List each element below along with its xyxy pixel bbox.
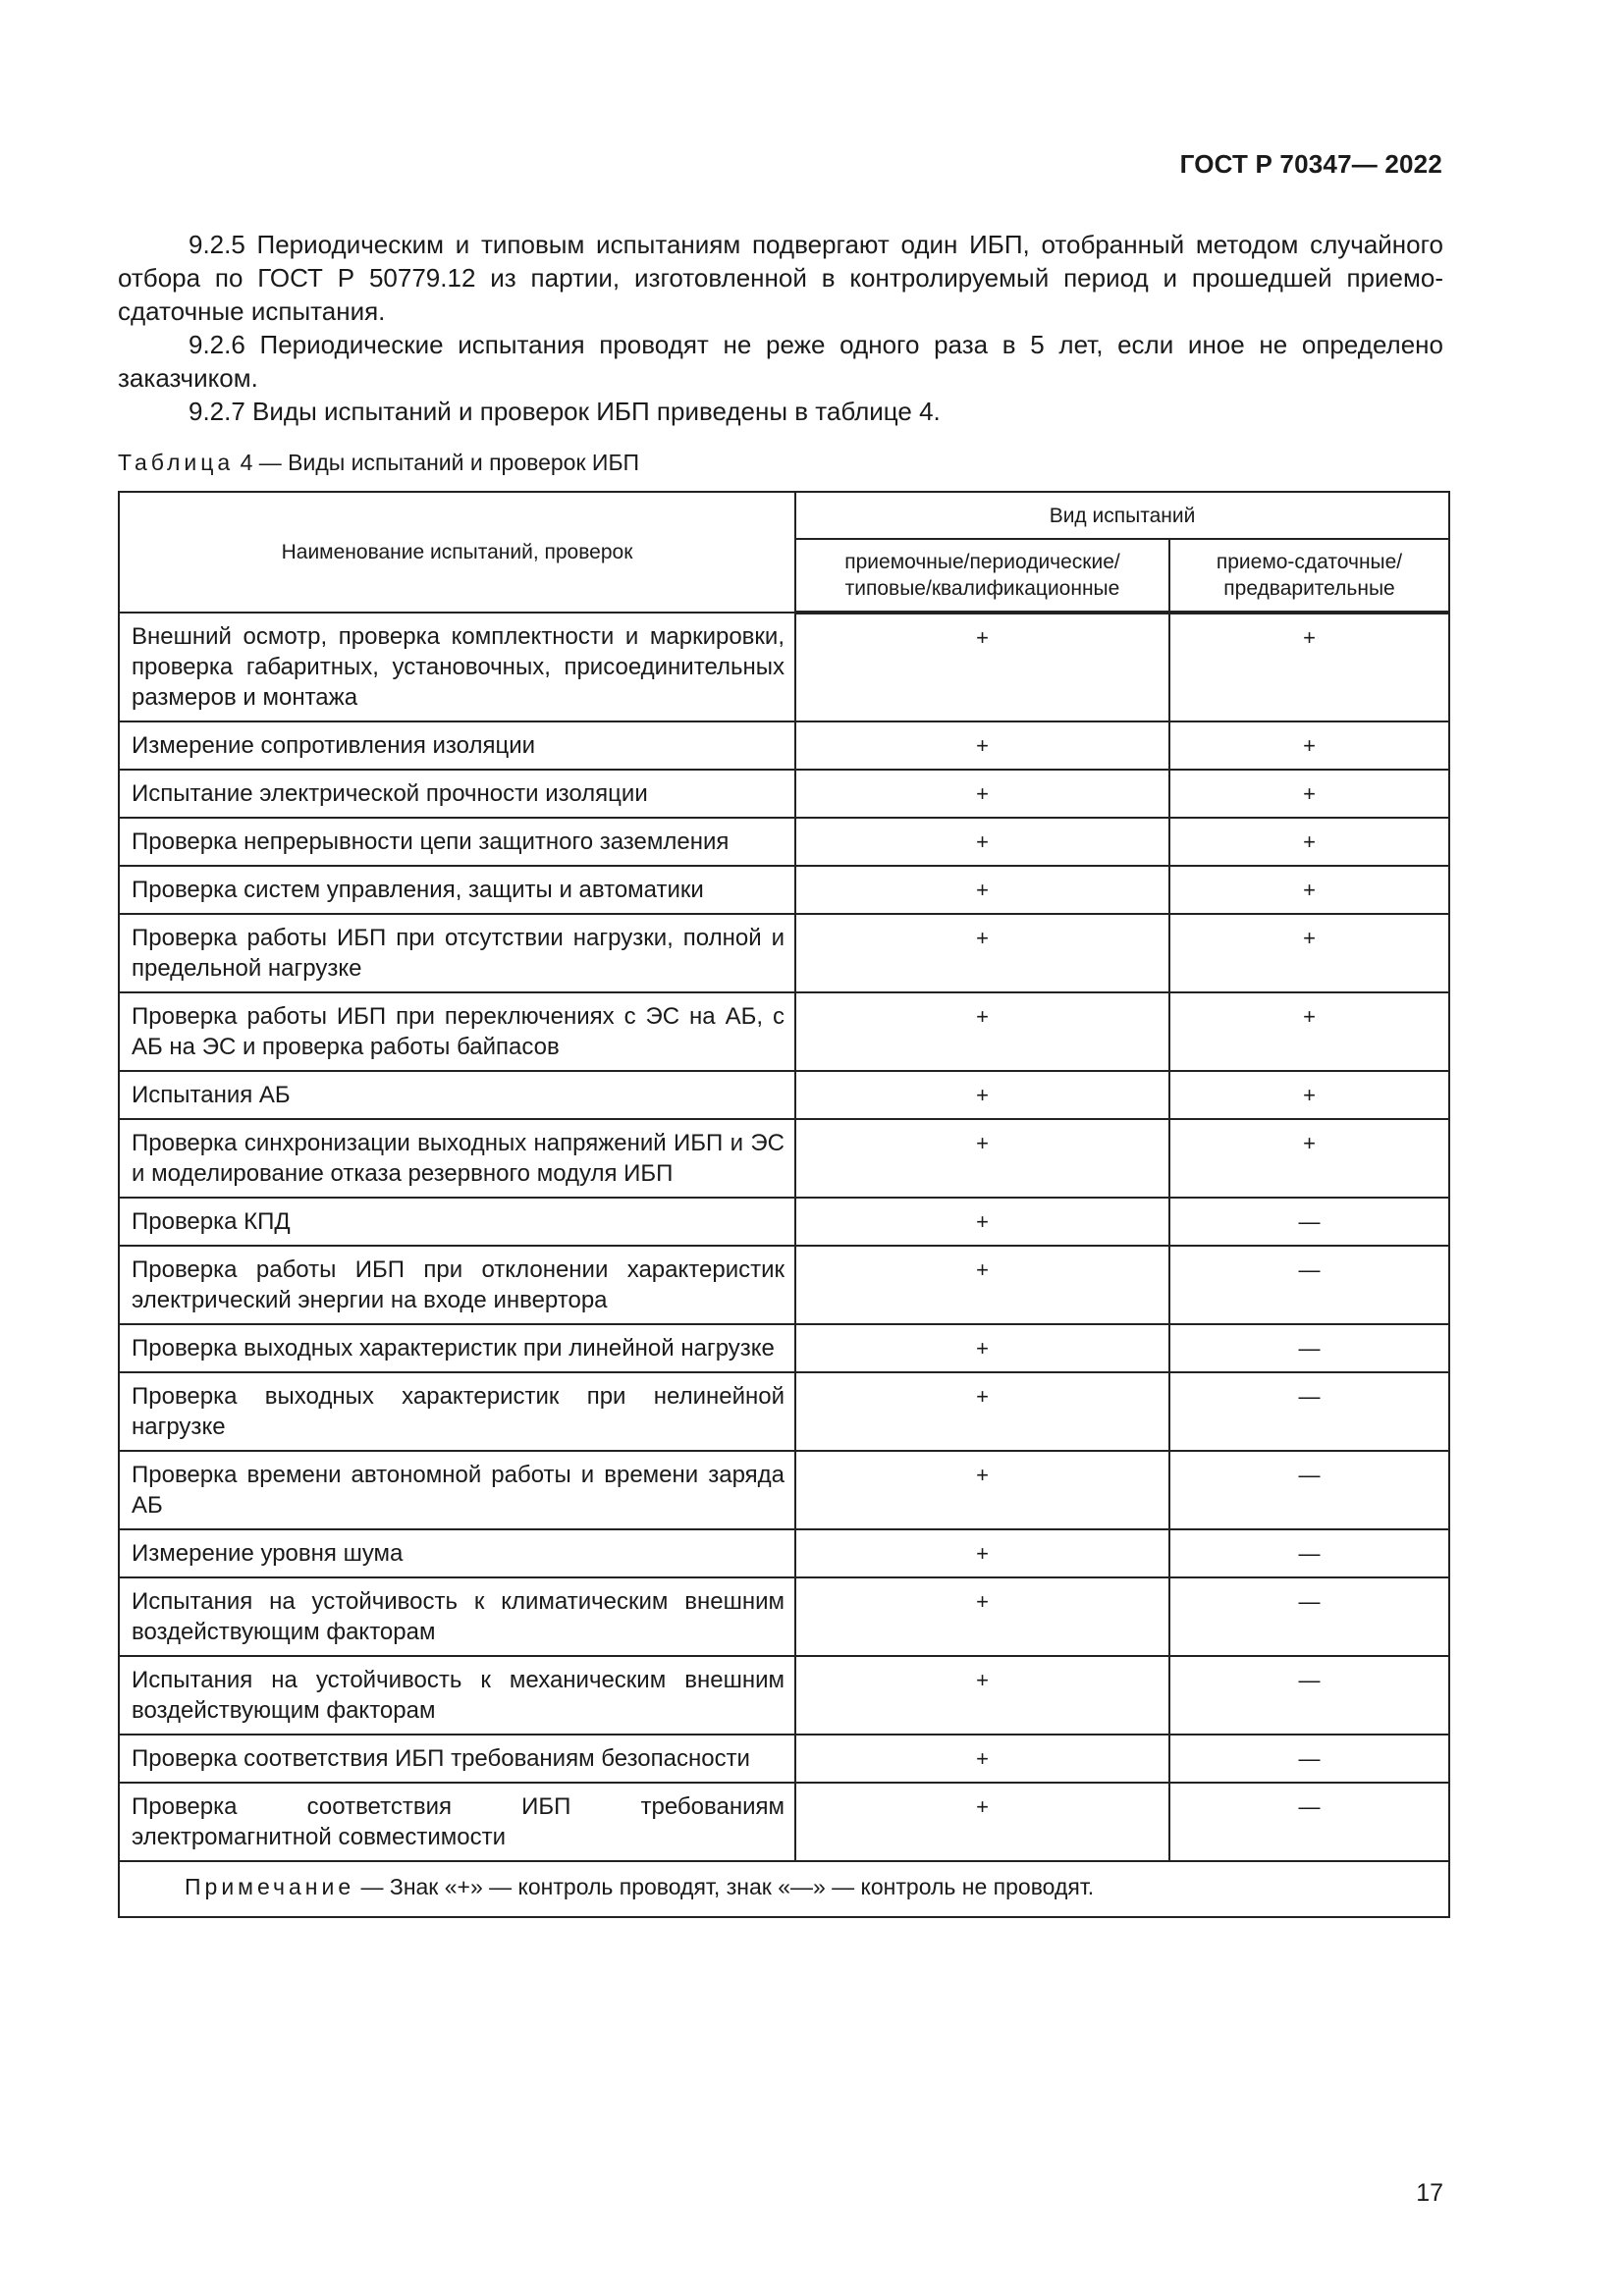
table-body <box>119 613 1449 1861</box>
test-name-cell: Испытания АБ <box>119 1071 795 1119</box>
paragraph-9-2-7 <box>118 395 1443 428</box>
table-note <box>119 1861 1449 1917</box>
paragraph-text: 9.2.5 Периодическим и типовым испытаниям подвергают один ИБП, отобранный методом случайного отбора по ГОСТ Р 50779.12 из партии, изготовленной в контролируемый период и прошедшей приемо-сдаточные испытания. <box>118 230 1443 326</box>
table-row <box>119 1656 1449 1735</box>
table-row <box>119 1735 1449 1783</box>
delivery-mark-cell: + <box>1169 866 1449 914</box>
delivery-mark-cell: + <box>1169 721 1449 770</box>
acceptance-mark-cell: + <box>795 1577 1169 1656</box>
acceptance-mark-cell: + <box>795 1783 1169 1861</box>
delivery-mark-cell: — <box>1169 1577 1449 1656</box>
page-number: 17 <box>1416 2179 1443 2207</box>
delivery-mark-cell: + <box>1169 770 1449 818</box>
table-row <box>119 770 1449 818</box>
paragraph-text: 9.2.6 Периодические испытания проводят не реже одного раза в 5 лет, если иное не определено заказчиком. <box>118 330 1443 393</box>
test-name-cell: Проверка выходных характеристик при нелинейной нагрузке <box>119 1372 795 1451</box>
table-row <box>119 818 1449 866</box>
document-id: ГОСТ Р 70347— 2022 <box>1179 149 1442 179</box>
table-row <box>119 1324 1449 1372</box>
delivery-mark-cell: + <box>1169 1071 1449 1119</box>
test-name-cell: Проверка времени автономной работы и времени заряда АБ <box>119 1451 795 1529</box>
delivery-mark-cell: — <box>1169 1735 1449 1783</box>
acceptance-mark-cell: + <box>795 866 1169 914</box>
note-text: — Знак «+» — контроль проводят, знак «—» — контроль не проводят. <box>354 1874 1095 1899</box>
delivery-mark-cell: — <box>1169 1656 1449 1735</box>
acceptance-mark-cell: + <box>795 1198 1169 1246</box>
test-name-cell: Внешний осмотр, проверка комплектности и маркировки, проверка габаритных, установочных, присоединительных размеров и монтажа <box>119 613 795 721</box>
acceptance-mark-cell: + <box>795 1451 1169 1529</box>
tests-table <box>118 491 1450 1918</box>
delivery-mark-cell: — <box>1169 1451 1449 1529</box>
table-row <box>119 1198 1449 1246</box>
table-row <box>119 1451 1449 1529</box>
table-row <box>119 866 1449 914</box>
delivery-mark-cell: — <box>1169 1198 1449 1246</box>
acceptance-mark-cell: + <box>795 1529 1169 1577</box>
acceptance-mark-cell: + <box>795 613 1169 721</box>
delivery-mark-cell: + <box>1169 613 1449 721</box>
acceptance-mark-cell: + <box>795 770 1169 818</box>
delivery-mark-cell: + <box>1169 818 1449 866</box>
table-row <box>119 1119 1449 1198</box>
table-row <box>119 1372 1449 1451</box>
delivery-mark-cell: + <box>1169 1119 1449 1198</box>
table-row <box>119 1783 1449 1861</box>
test-name-cell: Измерение уровня шума <box>119 1529 795 1577</box>
table-row <box>119 1529 1449 1577</box>
test-name-cell: Проверка синхронизации выходных напряжений ИБП и ЭС и моделирование отказа резервного модуля ИБП <box>119 1119 795 1198</box>
test-name-cell: Проверка систем управления, защиты и автоматики <box>119 866 795 914</box>
table-row <box>119 1246 1449 1324</box>
delivery-mark-cell: + <box>1169 992 1449 1071</box>
test-name-cell: Испытания на устойчивость к механическим внешним воздействующим факторам <box>119 1656 795 1735</box>
acceptance-mark-cell: + <box>795 818 1169 866</box>
test-name-cell: Испытания на устойчивость к климатическим внешним воздействующим факторам <box>119 1577 795 1656</box>
acceptance-mark-cell: + <box>795 1735 1169 1783</box>
paragraph-text: 9.2.7 Виды испытаний и проверок ИБП приведены в таблице 4. <box>189 397 941 426</box>
table-row <box>119 992 1449 1071</box>
header-test-name: Наименование испытаний, проверок <box>119 492 795 613</box>
table-row <box>119 914 1449 992</box>
paragraph-9-2-6 <box>118 328 1443 395</box>
delivery-mark-cell: — <box>1169 1324 1449 1372</box>
table-caption <box>118 450 639 476</box>
test-name-cell: Проверка соответствия ИБП требованиям безопасности <box>119 1735 795 1783</box>
test-name-cell: Проверка работы ИБП при отклонении характеристик электрический энергии на входе инвертора <box>119 1246 795 1324</box>
acceptance-mark-cell: + <box>795 1372 1169 1451</box>
acceptance-mark-cell: + <box>795 1119 1169 1198</box>
test-name-cell: Проверка выходных характеристик при линейной нагрузке <box>119 1324 795 1372</box>
delivery-mark-cell: — <box>1169 1529 1449 1577</box>
table-row <box>119 1071 1449 1119</box>
acceptance-mark-cell: + <box>795 992 1169 1071</box>
note-label: Примечание <box>185 1874 355 1899</box>
header-acceptance-periodic: приемочные/периодические/ типовые/квалификационные <box>795 539 1169 613</box>
table-row <box>119 613 1449 721</box>
delivery-mark-cell: — <box>1169 1246 1449 1324</box>
acceptance-mark-cell: + <box>795 721 1169 770</box>
acceptance-mark-cell: + <box>795 1071 1169 1119</box>
acceptance-mark-cell: + <box>795 1324 1169 1372</box>
table-row <box>119 721 1449 770</box>
test-name-cell: Проверка работы ИБП при отсутствии нагрузки, полной и предельной нагрузке <box>119 914 795 992</box>
paragraph-9-2-5 <box>118 228 1443 328</box>
table-row <box>119 1577 1449 1656</box>
header-test-kind: Вид испытаний <box>795 492 1449 539</box>
test-name-cell: Проверка КПД <box>119 1198 795 1246</box>
test-name-cell: Измерение сопротивления изоляции <box>119 721 795 770</box>
test-name-cell: Проверка непрерывности цепи защитного заземления <box>119 818 795 866</box>
delivery-mark-cell: + <box>1169 914 1449 992</box>
table-caption-label: Таблица <box>118 450 235 475</box>
acceptance-mark-cell: + <box>795 1246 1169 1324</box>
test-name-cell: Проверка работы ИБП при переключениях с ЭС на АБ, с АБ на ЭС и проверка работы байпасов <box>119 992 795 1071</box>
acceptance-mark-cell: + <box>795 1656 1169 1735</box>
acceptance-mark-cell: + <box>795 914 1169 992</box>
delivery-mark-cell: — <box>1169 1783 1449 1861</box>
test-name-cell: Проверка соответствия ИБП требованиям электромагнитной совместимости <box>119 1783 795 1861</box>
table-caption-title: 4 — Виды испытаний и проверок ИБП <box>234 450 640 475</box>
header-delivery-preliminary: приемо-сдаточные/ предварительные <box>1169 539 1449 613</box>
delivery-mark-cell: — <box>1169 1372 1449 1451</box>
test-name-cell: Испытание электрической прочности изоляции <box>119 770 795 818</box>
